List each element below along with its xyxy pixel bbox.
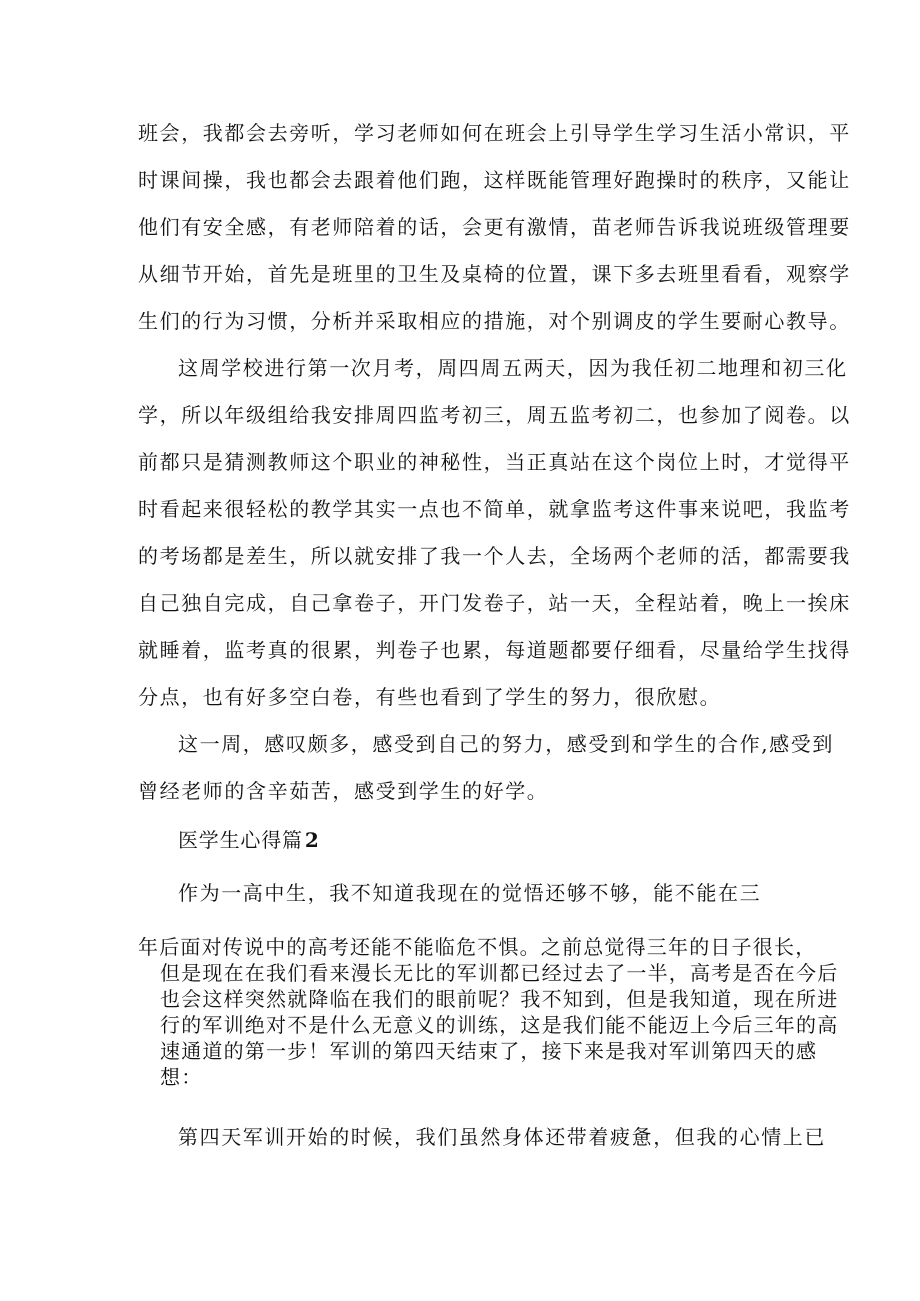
paragraph-2-line-2: 学，所以年级组给我安排周四监考初三，周五监考初二，也参加了阅卷。以 xyxy=(138,403,851,427)
paragraph-4-line-3: 也会这样突然就降临在我们的眼前呢？我不知到，但是我知道，现在所进 xyxy=(160,987,839,1011)
paragraph-4-first-line: 作为一高中生，我不知道我现在的觉悟还够不够，能不能在三 xyxy=(178,881,762,905)
paragraph-5-line-1: 第四天军训开始的时候，我们虽然身体还带着疲惫，但我的心情上已 xyxy=(178,1125,826,1149)
paragraph-2-line-1: 这周学校进行第一次月考，周四周五两天，因为我任初二地理和初三化 xyxy=(178,356,848,380)
paragraph-2-line-6: 自己独自完成，自己拿卷子，开门发卷子，站一天，全程站着，晚上一挨床 xyxy=(138,591,851,615)
paragraph-4-line-5: 速通道的第一步！军训的第四天结束了，接下来是我对军训第四天的感 xyxy=(160,1039,818,1063)
paragraph-2-line-4: 时看起来很轻松的教学其实一点也不简单，就拿监考这件事来说吧，我监考 xyxy=(138,497,851,521)
paragraph-2-line-5: 的考场都是差生，所以就安排了我一个人去，全场两个老师的活，都需要我 xyxy=(138,544,851,568)
paragraph-3-line-2: 曾经老师的含辛茹苦，感受到学生的好学。 xyxy=(138,779,549,803)
paragraph-1-line-4: 从细节开始，首先是班里的卫生及桌椅的位置，课下多去班里看看，观察学 xyxy=(138,262,851,286)
section-heading-text: 医学生心得篇 xyxy=(178,828,303,852)
paragraph-4-line-2: 但是现在在我们看来漫长无比的军训都已经过去了一半，高考是否在今后 xyxy=(160,961,839,985)
paragraph-2-line-8: 分点，也有好多空白卷，有些也看到了学生的努力，很欣慰。 xyxy=(138,685,722,709)
paragraph-4-line-6: 想： xyxy=(160,1065,203,1089)
paragraph-3-line-1: 这一周，感叹颇多，感受到自己的努力，感受到和学生的合作,感受到 xyxy=(178,732,834,756)
paragraph-1-line-1: 班会，我都会去旁听，学习老师如何在班会上引导学生学习生活小常识，平 xyxy=(138,121,851,145)
paragraph-4-line-4: 行的军训绝对不是什么无意义的训练，这是我们能不能迈上今后三年的高 xyxy=(160,1013,839,1037)
paragraph-1-line-5: 生们的行为习惯，分析并采取相应的措施，对个别调皮的学生要耐心教导。 xyxy=(138,309,851,333)
paragraph-1-line-2: 时课间操，我也都会去跟着他们跑，这样既能管理好跑操时的秩序，又能让 xyxy=(138,168,851,192)
paragraph-2-line-3: 前都只是猜测教师这个职业的神秘性，当正真站在这个岗位上时，才觉得平 xyxy=(138,450,851,474)
section-heading xyxy=(178,827,320,853)
paragraph-2-line-7: 就睡着，监考真的很累，判卷子也累，每道题都要仔细看，尽量给学生找得 xyxy=(138,638,851,662)
paragraph-1-line-3: 他们有安全感，有老师陪着的话，会更有激情，苗老师告诉我说班级管理要 xyxy=(138,215,851,239)
paragraph-4-line-1: 年后面对传说中的高考还能不能临危不惧。之前总觉得三年的日子很长， xyxy=(138,935,817,959)
section-heading-number: 2 xyxy=(304,828,320,852)
